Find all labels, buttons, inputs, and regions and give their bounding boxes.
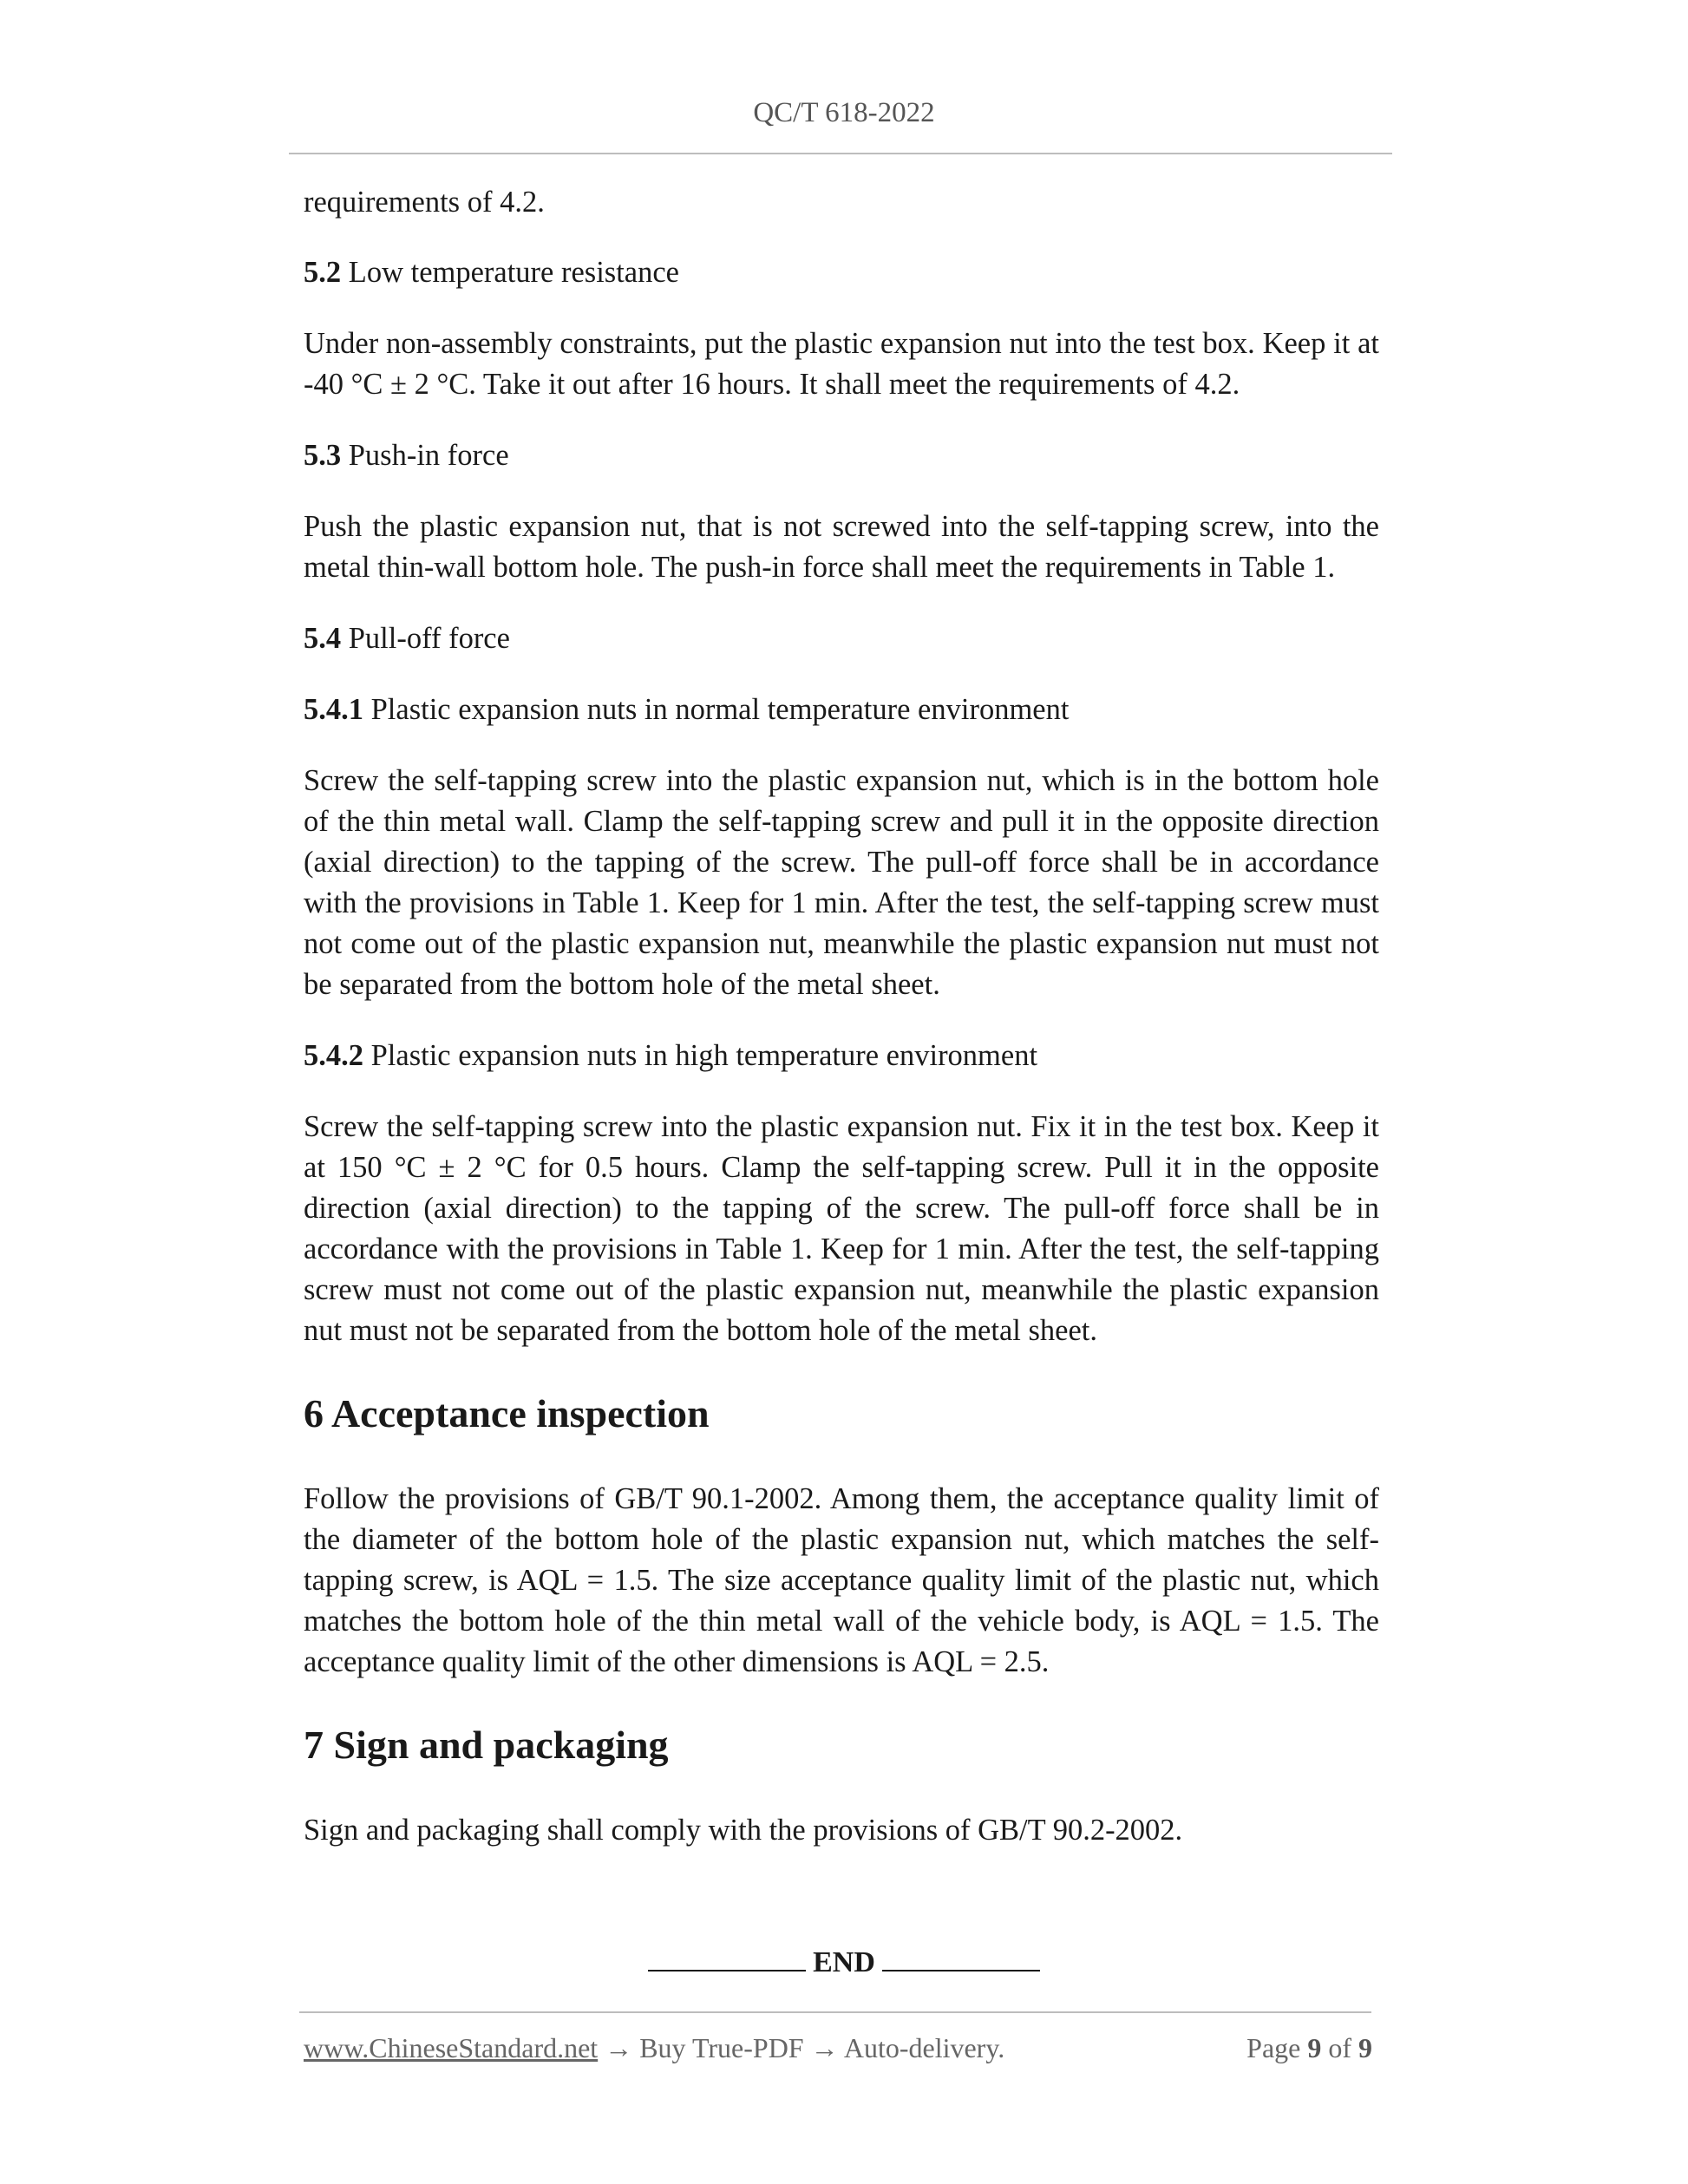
chapter-heading-7: 7 Sign and packaging <box>304 1723 669 1767</box>
page-label: Page <box>1246 2032 1308 2063</box>
section-title: Plastic expansion nuts in normal temperature environment <box>363 693 1070 726</box>
section-title: Low temperature resistance <box>341 256 679 289</box>
section-title: Plastic expansion nuts in high temperature environment <box>363 1039 1038 1072</box>
footer-divider <box>299 2011 1371 2013</box>
page-number: 9 <box>1307 2032 1322 2063</box>
section-heading-5-2 <box>304 252 1379 293</box>
site-link[interactable]: www.ChineseStandard.net <box>304 2032 599 2063</box>
section-heading-5-4-1 <box>304 690 1379 730</box>
page-total: 9 <box>1358 2032 1372 2063</box>
of-label: of <box>1321 2032 1358 2063</box>
page-footer <box>304 2032 1372 2064</box>
section-heading-5-4 <box>304 618 1379 659</box>
paragraph-7: Sign and packaging shall comply with the provisions of GB/T 90.2-2002. <box>304 1814 1183 1847</box>
section-heading-5-3 <box>304 435 1379 476</box>
paragraph-5-2: Under non-assembly constraints, put the plastic expansion nut into the test box. Keep it at -40 °C ± 2 °C. Take it out after 16 hours. It shall meet the requirements of 4.2. <box>304 327 1379 401</box>
section-number: 5.3 <box>304 439 342 472</box>
header-divider <box>289 153 1392 154</box>
end-label: END <box>813 1946 875 1978</box>
section-title: Push-in force <box>341 439 509 472</box>
section-heading-5-4-2 <box>304 1036 1379 1076</box>
section-number: 5.4 <box>304 622 342 655</box>
promo-text: → Buy True-PDF → Auto-delivery. <box>598 2032 1005 2063</box>
section-number: 5.4.2 <box>304 1039 363 1072</box>
running-header: QC/T 618-2022 <box>753 97 935 128</box>
end-left-rule <box>648 1940 806 1971</box>
section-number: 5.4.1 <box>304 693 363 726</box>
end-marker <box>0 1940 1688 1979</box>
section-title: Pull-off force <box>341 622 510 655</box>
paragraph-continuation: requirements of 4.2. <box>304 186 545 219</box>
paragraph-5-4-2: Screw the self-tapping screw into the plastic expansion nut. Fix it in the test box. Keep it at 150 °C ± 2 °C for 0.5 hours. Clamp the self-tapping screw. Pull it in the opposite direction (axial direction) to the tapping of the screw. The pull-off force shall be in accordance with the provisions in Table 1. Keep for 1 min. After the test, the self-tapping screw must not come out of the plastic expansion nut, meanwhile the plastic expansion nut must not be separated from the bottom hole of the metal sheet. <box>304 1110 1379 1347</box>
section-number: 5.2 <box>304 256 342 289</box>
end-right-rule <box>882 1940 1040 1971</box>
chapter-heading-6: 6 Acceptance inspection <box>304 1391 710 1435</box>
page-indicator <box>1246 2032 1372 2064</box>
document-body <box>304 182 1379 1881</box>
paragraph-5-4-1: Screw the self-tapping screw into the plastic expansion nut, which is in the bottom hole of the thin metal wall. Clamp the self-tapping screw and pull it in the opposite direction (axial direction) to the tapping of the screw. The pull-off force shall be in accordance with the provisions in Table 1. Keep for 1 min. After the test, the self-tapping screw must not come out of the plastic expansion nut, meanwhile the plastic expansion nut must not be separated from the bottom hole of the metal sheet. <box>304 764 1379 1001</box>
paragraph-5-3: Push the plastic expansion nut, that is not screwed into the self-tapping screw, into the metal thin-wall bottom hole. The push-in force shall meet the requirements in Table 1. <box>304 510 1379 584</box>
paragraph-6: Follow the provisions of GB/T 90.1-2002. Among them, the acceptance quality limit of the diameter of the bottom hole of the plastic expansion nut, which matches the self-tapping screw, is AQL = 1.5. The size acceptance quality limit of the plastic nut, which matches the bottom hole of the thin metal wall of the vehicle body, is AQL = 1.5. The acceptance quality limit of the other dimensions is AQL = 2.5. <box>304 1482 1379 1678</box>
